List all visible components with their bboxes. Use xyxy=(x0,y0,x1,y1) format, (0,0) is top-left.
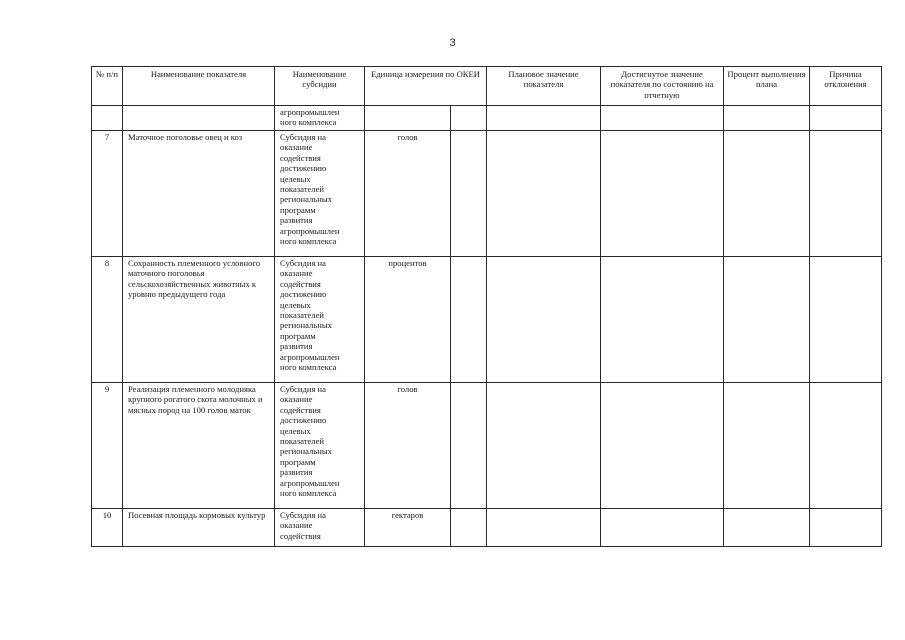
table-row xyxy=(92,509,882,547)
percent-cell xyxy=(724,257,810,383)
header-subsidy: Наименование субсидии xyxy=(275,67,365,106)
header-num: № п/п xyxy=(92,67,123,106)
plan-cell xyxy=(487,131,601,257)
plan-cell xyxy=(487,257,601,383)
unit-cell: голов xyxy=(365,383,451,509)
percent-cell xyxy=(724,509,810,547)
table-header-row xyxy=(92,67,882,106)
achieved-cell xyxy=(601,257,724,383)
unit-cell: процентов xyxy=(365,257,451,383)
indicator-cell: Реализация племенного молодняка крупного рогатого скота молочных и мясных пород на 100 голов маток xyxy=(123,383,275,509)
subsidy-cell: агропромышлен ного комплекса xyxy=(275,106,365,131)
row-num: 9 xyxy=(92,383,123,509)
achieved-cell xyxy=(601,509,724,547)
achieved-cell xyxy=(601,383,724,509)
row-num: 8 xyxy=(92,257,123,383)
page-number: 3 xyxy=(449,37,456,49)
indicators-table xyxy=(91,66,882,547)
reason-cell xyxy=(810,509,882,547)
header-indicator: Наименование показателя xyxy=(123,67,275,106)
table-row xyxy=(92,257,882,383)
indicator-cell: Сохранность племенного условного маточного поголовья сельскохозяйственных животных к уровню предыдущего года xyxy=(123,257,275,383)
header-unit: Единица измерения по ОКЕИ xyxy=(365,67,487,106)
unit-cell: голов xyxy=(365,131,451,257)
table-row xyxy=(92,131,882,257)
table-row-continuation xyxy=(92,106,882,131)
unit-cell: гектаров xyxy=(365,509,451,547)
indicator-cell: Маточное поголовье овец и коз xyxy=(123,131,275,257)
reason-cell xyxy=(810,383,882,509)
header-plan: Плановое значение показателя xyxy=(487,67,601,106)
table-row xyxy=(92,383,882,509)
row-num: 7 xyxy=(92,131,123,257)
achieved-cell xyxy=(601,131,724,257)
plan-cell xyxy=(487,383,601,509)
row-num: 10 xyxy=(92,509,123,547)
header-reason: Причина отклонения xyxy=(810,67,882,106)
percent-cell xyxy=(724,131,810,257)
subsidy-cell: Субсидия на оказание содействия достижению целевых показателей региональных программ развития агропромышлен ного комплекса xyxy=(275,383,365,509)
subsidy-cell: Субсидия на оказание содействия достижению целевых показателей региональных программ развития агропромышлен ного комплекса xyxy=(275,257,365,383)
indicator-cell: Посевная площадь кормовых культур xyxy=(123,509,275,547)
plan-cell xyxy=(487,509,601,547)
header-percent: Процент выполнения плана xyxy=(724,67,810,106)
header-achieved: Достигнутое значение показателя по состоянию на отчетную xyxy=(601,67,724,106)
subsidy-cell: Субсидия на оказание содействия xyxy=(275,509,365,547)
reason-cell xyxy=(810,131,882,257)
reason-cell xyxy=(810,257,882,383)
percent-cell xyxy=(724,383,810,509)
subsidy-cell: Субсидия на оказание содействия достижению целевых показателей региональных программ развития агропромышлен ного комплекса xyxy=(275,131,365,257)
